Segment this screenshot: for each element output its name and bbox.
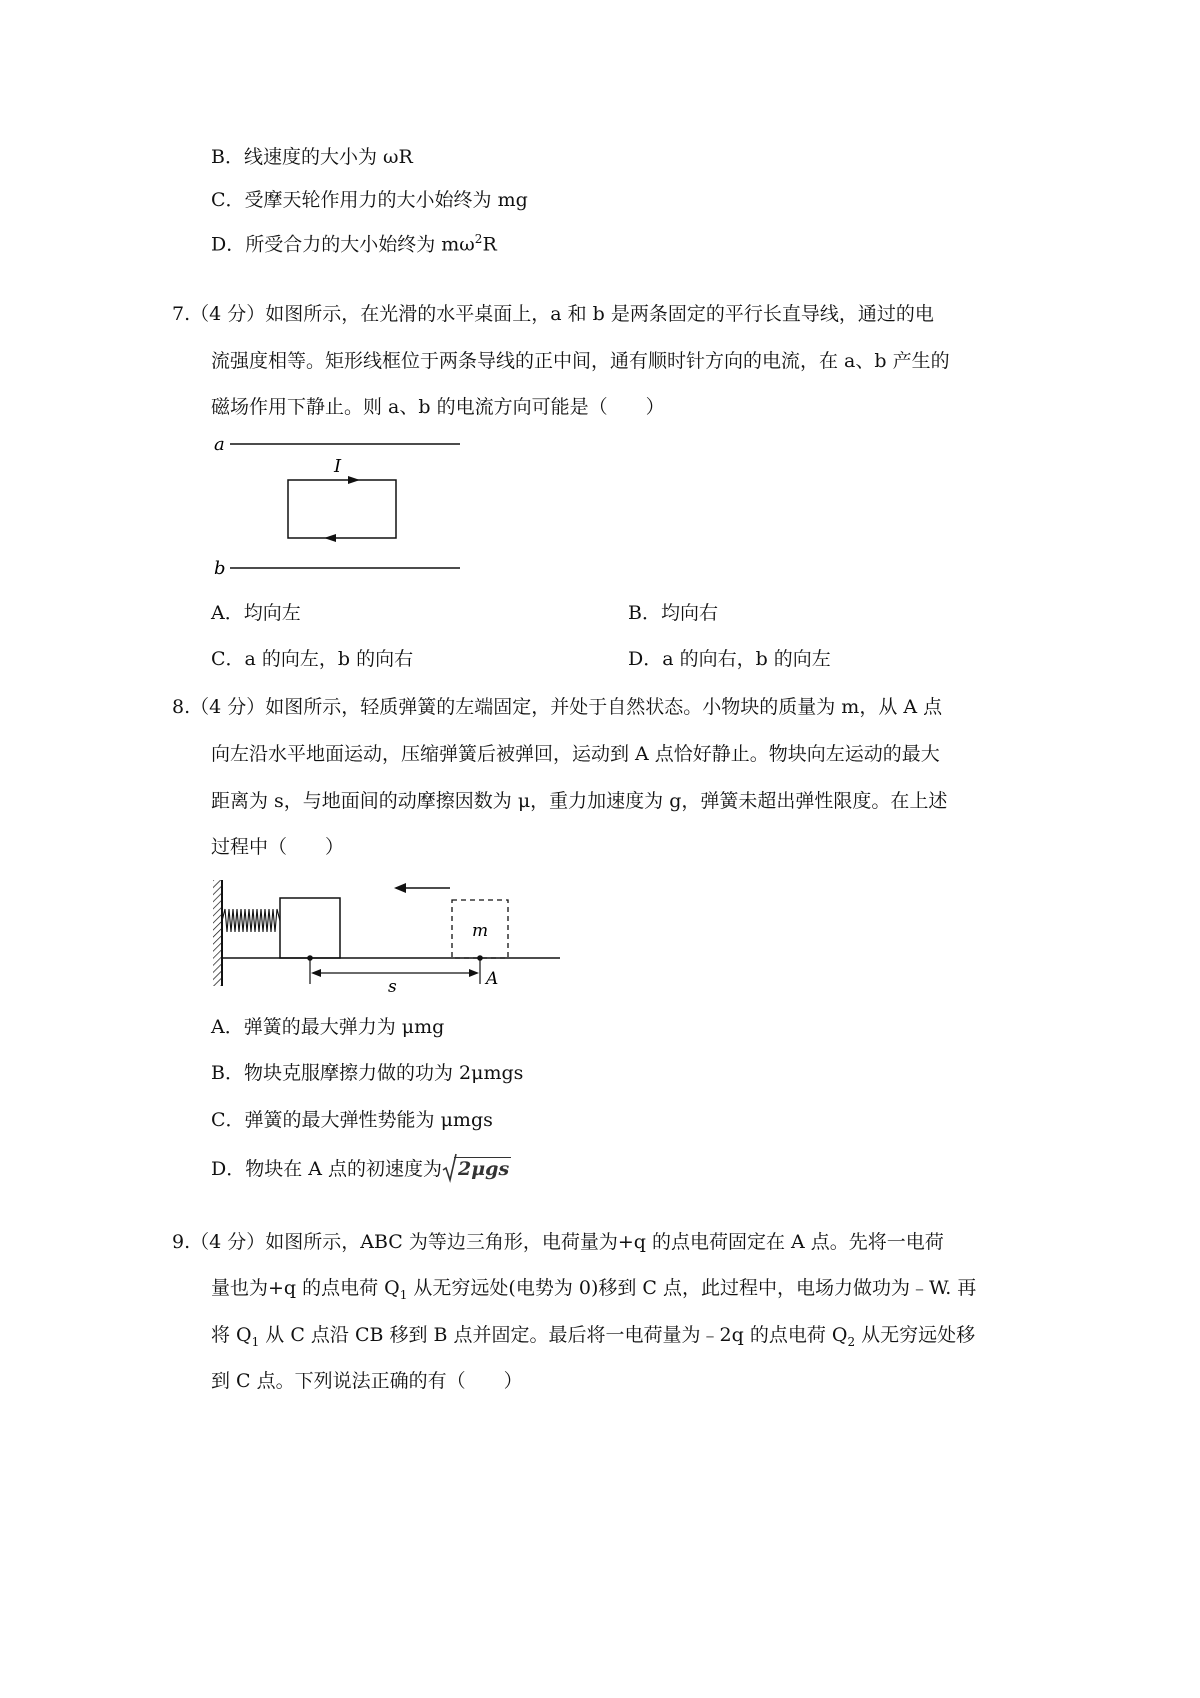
q9-stem-line4: 到 C 点。下列说法正确的有（ ） [211,1370,523,1392]
dimension-arrow-left-icon [311,969,321,977]
label-b: b [214,558,226,579]
arrow-right-icon [348,476,360,484]
q8-option-c: C．弹簧的最大弹性势能为 μmgs [211,1109,493,1131]
spring [222,909,280,932]
label-a: A [486,969,499,989]
q7-stem-line1: 7.（4 分）如图所示，在光滑的水平桌面上，a 和 b 是两条固定的平行长直导线，通过的电 [172,303,934,325]
label-a: a [214,434,225,455]
label-s: s [388,977,397,997]
label-i: I [334,456,342,477]
arrow-left-icon [394,883,406,893]
q8-stem-line4: 过程中（ ） [211,836,345,858]
q7-stem-line3: 磁场作用下静止。则 a、b 的电流方向可能是（ ） [211,396,665,418]
q8-stem-line2: 向左沿水平地面运动，压缩弹簧后被弹回，运动到 A 点恰好静止。物块向左运动的最大 [211,743,940,765]
q9-stem-line3: 将 $Q_1$ 从 C 点沿 CB 移到 B 点并固定。最后将一电荷量为﹣2q 的点电荷 $Q_2$ 从无穷远处移 [211,1324,976,1349]
label-m: m [472,921,489,941]
q9-stem-line1: 9.（4 分）如图所示，ABC 为等边三角形，电荷量为+q 的点电荷固定在 A 点。先将一电荷 [172,1231,944,1253]
q6-option-d: D．所受合力的大小始终为 $m\omega^2R$ [211,232,497,256]
block-compressed [280,898,340,958]
q8-option-d: D．物块在 A 点的初速度为 2μgs [211,1160,511,1179]
wall-hatch [213,880,222,986]
q8-option-b: B．物块克服摩擦力做的功为 2μmgs [211,1062,524,1084]
q7-option-d: D．a 的向右，b 的向左 [628,648,831,670]
sqrt-formula: 2μgs [442,1160,511,1179]
q8-figure-spring-block [210,876,570,996]
q8-option-a: A．弹簧的最大弹力为 μmg [211,1016,445,1038]
q8-stem-line1: 8.（4 分）如图所示，轻质弹簧的左端固定，并处于自然状态。小物块的质量为 m，从 A 点 [172,696,943,718]
q7-option-a: A．均向左 [211,602,301,624]
arrow-left-icon [324,534,336,542]
dimension-arrow-right-icon [469,969,479,977]
q6-option-c: C．受摩天轮作用力的大小始终为 mg [211,189,528,211]
q7-option-b: B．均向右 [628,602,718,624]
rectangular-loop [288,480,396,538]
q7-figure-wires-loop [210,432,470,582]
q7-option-c: C．a 的向左，b 的向右 [211,648,414,670]
q7-stem-line2: 流强度相等。矩形线框位于两条导线的正中间，通有顺时针方向的电流，在 a、b 产生的 [211,350,950,372]
q9-stem-line2: 量也为+q 的点电荷 $Q_1$ 从无穷远处(电势为 0)移到 C 点，此过程中，电场力做功为﹣W. 再 [211,1277,977,1302]
q8-stem-line3: 距离为 s，与地面间的动摩擦因数为 μ，重力加速度为 g，弹簧未超出弹性限度。在上述 [211,790,948,812]
q6-option-b: B．线速度的大小为 ωR [211,146,413,168]
